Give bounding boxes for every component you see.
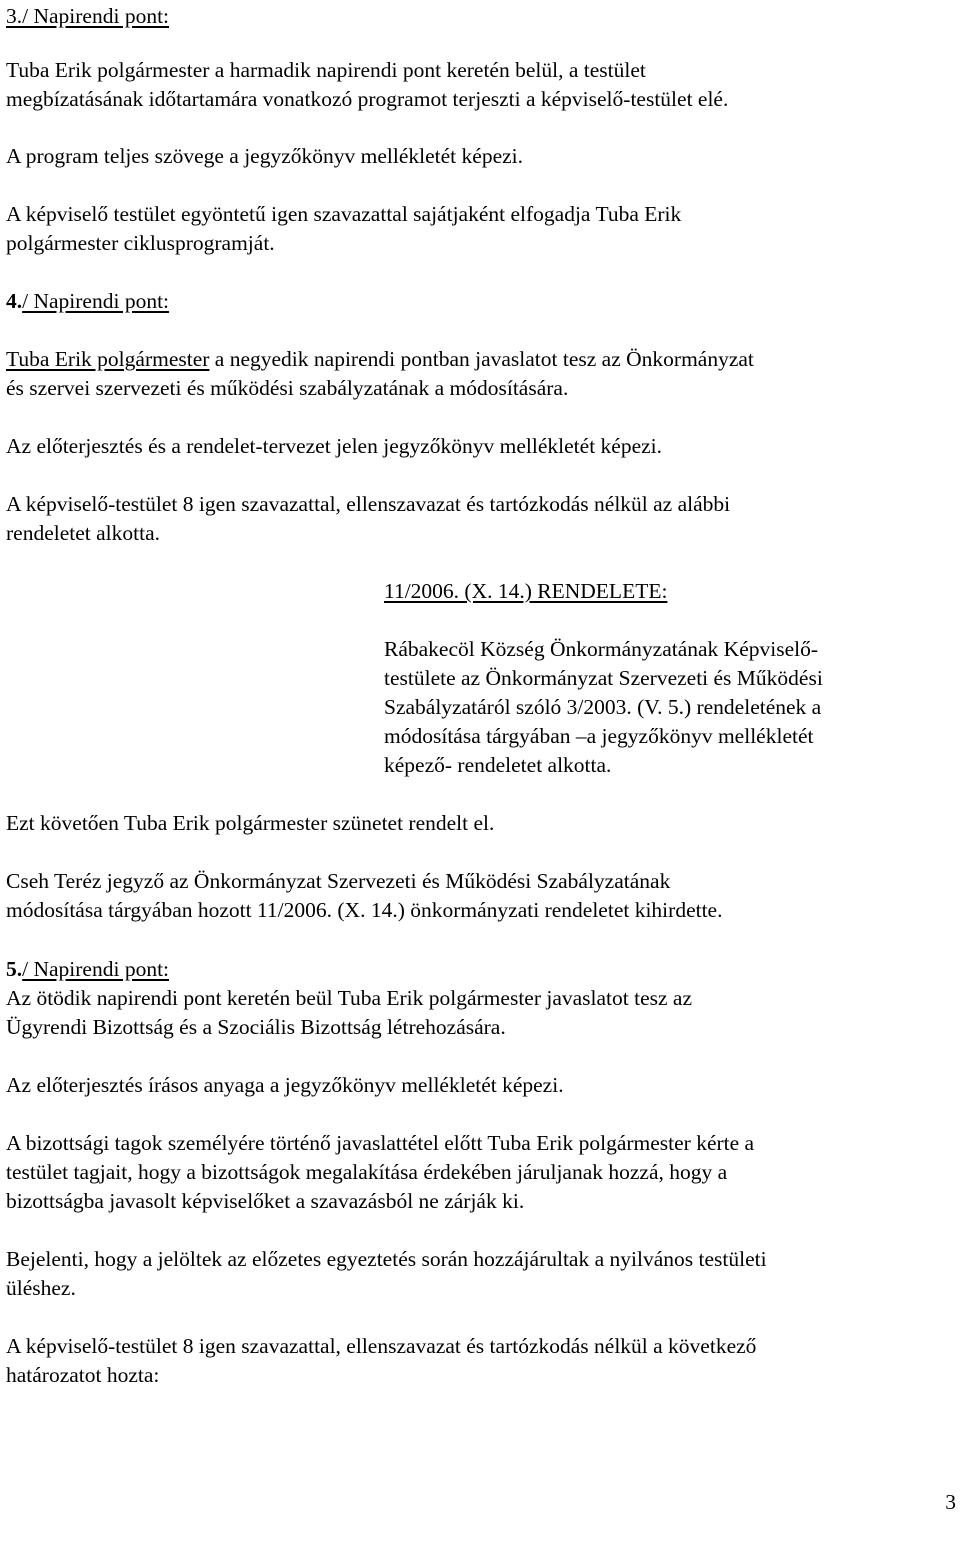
item4-promulgation-line-1: Cseh Teréz jegyző az Önkormányzat Szervezeti és Működési Szabályzatának (6, 869, 671, 893)
item3-intro-line-2: megbízatásának időtartamára vonatkozó programot terjeszti a képviselő-testület elé. (6, 87, 729, 111)
decree-body-line-5: képező- rendeletet alkotta. (384, 753, 612, 777)
decree-body (384, 635, 823, 780)
item5-heading (6, 955, 169, 984)
item5-intro-line-2: Ügyrendi Bizottság és a Szociális Bizottság létrehozására. (6, 1015, 506, 1039)
item5-announcement (6, 1245, 767, 1303)
item4-intro-subject: Tuba Erik polgármester (6, 347, 210, 371)
item4-promulgation (6, 867, 722, 925)
item5-request-line-3: bizottságba javasolt képviselőket a szavazásból ne zárják ki. (6, 1189, 525, 1213)
item5-request (6, 1129, 754, 1216)
item5-request-line-1: A bizottsági tagok személyére történő javaslattétel előtt Tuba Erik polgármester kérte a (6, 1131, 755, 1155)
item5-announcement-line-1: Bejelenti, hogy a jelöltek az előzetes egyeztetés során hozzájárultak a nyilvános testületi (6, 1247, 767, 1271)
page-number: 3 (945, 1490, 956, 1514)
item4-vote-line-2: rendeletet alkotta. (6, 521, 161, 545)
item5-heading-number: 5. (6, 957, 23, 981)
item4-vote-line-1: A képviselő-testület 8 igen szavazattal, ellenszavazat és tartózkodás nélkül az alábbi (6, 492, 731, 516)
item3-heading: 3./ Napirendi pont: (6, 4, 170, 28)
decree-body-line-3: Szabályzatáról szóló 3/2003. (V. 5.) rendeletének a (384, 695, 822, 719)
decree-body-line-4: módosítása tárgyában –a jegyzőkönyv mellékletét (384, 724, 814, 748)
item3-decision (6, 200, 681, 258)
item4-intro-line-1-rest: a negyedik napirendi pontban javaslatot tesz az Önkormányzat (209, 347, 754, 371)
item4-promulgation-line-2: módosítása tárgyában hozott 11/2006. (X. 14.) önkormányzati rendeletet kihirdette. (6, 898, 723, 922)
item4-intro-line-1 (6, 345, 754, 374)
item5-announcement-line-2: üléshez. (6, 1276, 76, 1300)
item4-break-note: Ezt követően Tuba Erik polgármester szünetet rendelt el. (6, 811, 495, 835)
item4-heading-text: / Napirendi pont: (22, 289, 170, 313)
item5-vote (6, 1332, 756, 1390)
decree-title: 11/2006. (X. 14.) RENDELETE: (384, 579, 668, 603)
item4-heading-number: 4. (6, 289, 23, 313)
item3-attachment: A program teljes szövege a jegyzőkönyv mellékletét képezi. (6, 144, 524, 168)
item5-attachment: Az előterjesztés írásos anyaga a jegyzőkönyv mellékletét képezi. (6, 1073, 564, 1097)
item5-vote-line-1: A képviselő-testület 8 igen szavazattal, ellenszavazat és tartózkodás nélkül a következő (6, 1334, 757, 1358)
item4-heading (6, 287, 169, 316)
item4-intro (6, 345, 754, 403)
item3-intro (6, 56, 728, 114)
decree-body-line-1: Rábakecöl Község Önkormányzatának Képviselő- (384, 637, 819, 661)
item5-request-line-2: testület tagjait, hogy a bizottságok megalakítása érdekében járuljanak hozzá, hogy a (6, 1160, 728, 1184)
item3-intro-line-1: Tuba Erik polgármester a harmadik napirendi pont keretén belül, a testület (6, 58, 646, 82)
document-page (6, 0, 956, 1543)
item4-vote (6, 490, 730, 548)
item5-vote-line-2: határozatot hozta: (6, 1363, 160, 1387)
item5-intro (6, 984, 692, 1042)
item5-heading-text: / Napirendi pont: (22, 957, 170, 981)
decree-body-line-2: testülete az Önkormányzat Szervezeti és Működési (384, 666, 823, 690)
item3-decision-line-2: polgármester ciklusprogramját. (6, 231, 275, 255)
item3-decision-line-1: A képviselő testület egyöntetű igen szavazattal sajátjaként elfogadja Tuba Erik (6, 202, 682, 226)
item4-intro-line-2: és szervei szervezeti és működési szabályzatának a módosítására. (6, 376, 569, 400)
item5-intro-line-1: Az ötödik napirendi pont keretén beül Tuba Erik polgármester javaslatot tesz az (6, 986, 693, 1010)
item4-attachment: Az előterjesztés és a rendelet-tervezet jelen jegyzőkönyv mellékletét képezi. (6, 434, 663, 458)
